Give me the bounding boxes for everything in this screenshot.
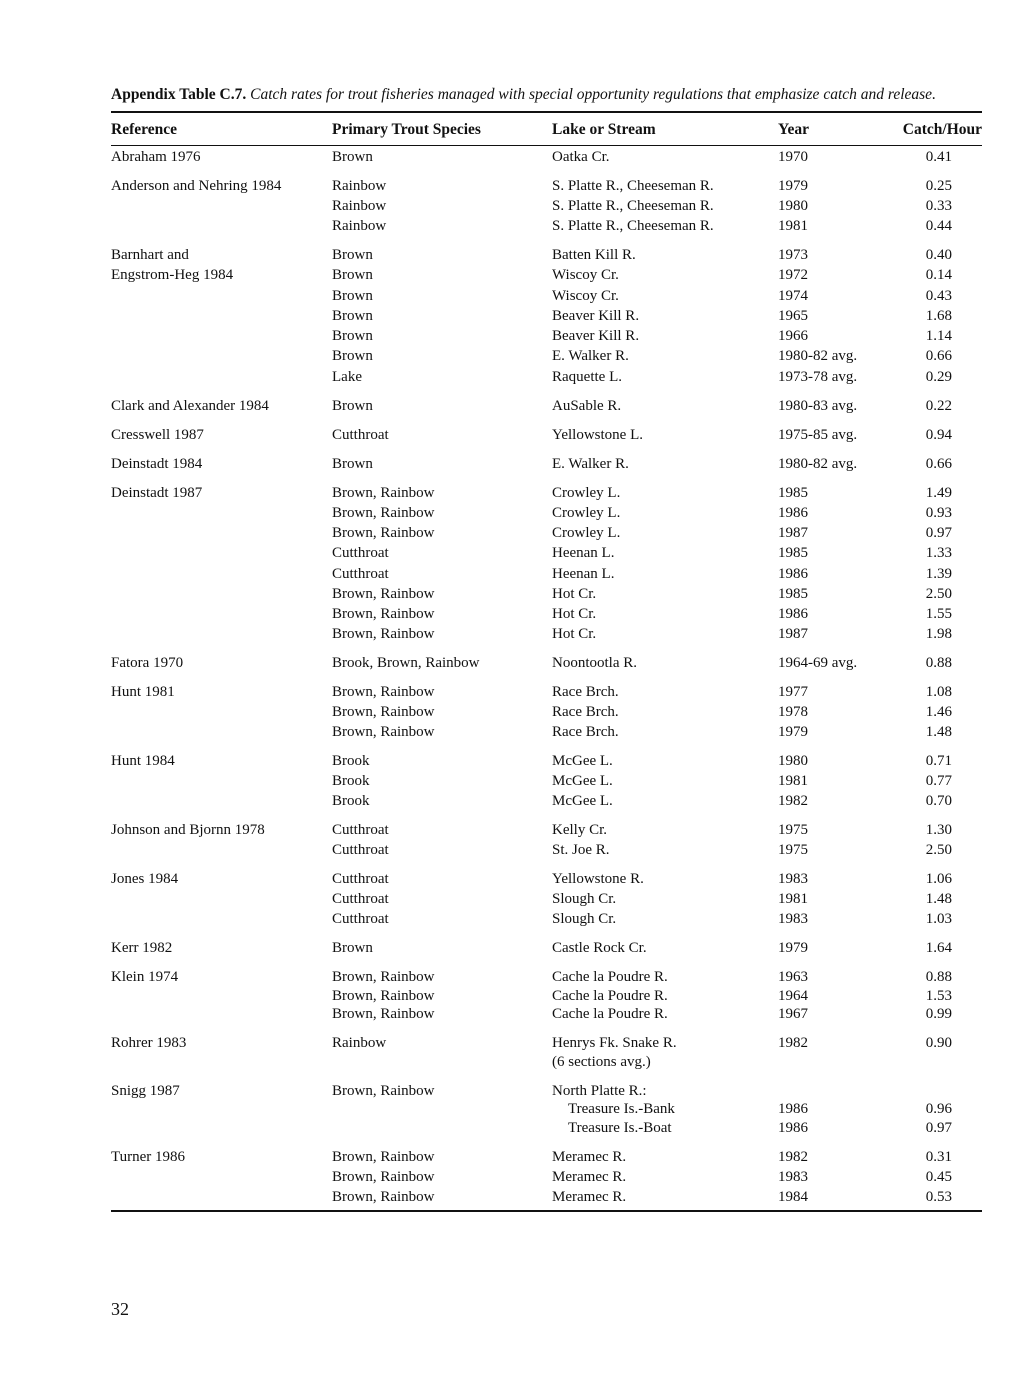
cell-water: Hot Cr.: [552, 606, 597, 622]
cell-species: Brown: [332, 398, 373, 414]
cell-water: E. Walker R.: [552, 348, 629, 364]
cell-reference: Anderson and Nehring 1984: [111, 178, 282, 194]
page-number: 32: [111, 1299, 129, 1319]
cell-water: S. Platte R., Cheeseman R.: [552, 178, 714, 194]
cell-rate: 1.68: [925, 308, 952, 324]
cell-rate: 0.97: [925, 525, 952, 541]
cell-year: 1979: [778, 178, 808, 194]
cell-water: North Platte R.:: [552, 1083, 647, 1099]
table-row: [0, 427, 1026, 447]
cell-rate: 0.88: [925, 655, 952, 671]
cell-year: 1974: [778, 288, 808, 304]
cell-rate: 0.43: [925, 288, 952, 304]
table-row: [0, 328, 1026, 348]
table-row: [0, 988, 1026, 1008]
cell-year: 1965: [778, 308, 808, 324]
cell-species: Cutthroat: [332, 911, 389, 927]
cell-species: Brown, Rainbow: [332, 1169, 435, 1185]
cell-rate: 2.50: [925, 586, 952, 602]
cell-rate: 0.97: [925, 1120, 952, 1136]
table-row: [0, 1101, 1026, 1121]
table-row: [0, 198, 1026, 218]
cell-species: Brook, Brown, Rainbow: [332, 655, 480, 671]
table-caption: [111, 86, 991, 104]
table-row: [0, 969, 1026, 989]
table-row: [0, 1035, 1026, 1055]
cell-rate: 0.71: [925, 753, 952, 769]
cell-rate: 0.14: [925, 267, 952, 283]
cell-rate: 2.50: [925, 842, 952, 858]
cell-rate: 0.22: [925, 398, 952, 414]
cell-rate: 1.49: [925, 485, 952, 501]
cell-reference: Fatora 1970: [111, 655, 184, 671]
table-row: [0, 485, 1026, 505]
cell-species: Rainbow: [332, 1035, 387, 1051]
cell-rate: 0.45: [925, 1169, 952, 1185]
cell-year: 1987: [778, 525, 808, 541]
cell-species: Cutthroat: [332, 545, 389, 561]
cell-water: Cache la Poudre R.: [552, 1006, 668, 1022]
cell-year: 1986: [778, 566, 808, 582]
cell-species: Rainbow: [332, 178, 387, 194]
cell-reference: Clark and Alexander 1984: [111, 398, 269, 414]
cell-year: 1977: [778, 684, 808, 700]
cell-water: S. Platte R., Cheeseman R.: [552, 218, 714, 234]
cell-rate: 0.41: [925, 149, 952, 165]
cell-reference: Kerr 1982: [111, 940, 173, 956]
cell-year: 1981: [778, 891, 808, 907]
cell-rate: 0.40: [925, 247, 952, 263]
cell-year: 1980-82 avg.: [778, 348, 858, 364]
cell-year: 1987: [778, 626, 808, 642]
cell-species: Brown: [332, 940, 373, 956]
cell-species: Brown, Rainbow: [332, 1189, 435, 1205]
cell-species: Brook: [332, 753, 370, 769]
cell-reference: Johnson and Bjornn 1978: [111, 822, 265, 838]
table-top-rule: [111, 111, 982, 113]
cell-species: Brown: [332, 328, 373, 344]
cell-water: Noontootla R.: [552, 655, 637, 671]
cell-water: Cache la Poudre R.: [552, 988, 668, 1004]
cell-rate: 1.33: [925, 545, 952, 561]
cell-rate: 0.93: [925, 505, 952, 521]
cell-species: Brown: [332, 267, 373, 283]
cell-species: Brown, Rainbow: [332, 1006, 435, 1022]
cell-water: Cache la Poudre R.: [552, 969, 668, 985]
cell-rate: 0.88: [925, 969, 952, 985]
cell-water: Meramec R.: [552, 1169, 627, 1185]
table-row: [0, 684, 1026, 704]
cell-water: Crowley L.: [552, 525, 621, 541]
cell-year: 1980-82 avg.: [778, 456, 858, 472]
cell-species: Brown: [332, 288, 373, 304]
cell-water: Castle Rock Cr.: [552, 940, 647, 956]
cell-year: 1980: [778, 198, 808, 214]
cell-species: Cutthroat: [332, 891, 389, 907]
table-row: [0, 149, 1026, 169]
cell-species: Cutthroat: [332, 566, 389, 582]
table-row: [0, 267, 1026, 287]
cell-water: McGee L.: [552, 793, 613, 809]
table-row: [0, 288, 1026, 308]
table-row: [0, 1169, 1026, 1189]
cell-water: S. Platte R., Cheeseman R.: [552, 198, 714, 214]
cell-water: Beaver Kill R.: [552, 328, 640, 344]
cell-reference: Klein 1974: [111, 969, 179, 985]
table-row: [0, 247, 1026, 267]
table-row: [0, 793, 1026, 813]
cell-water: Race Brch.: [552, 684, 619, 700]
cell-water: Treasure Is.-Boat: [568, 1120, 672, 1136]
cell-water: Hot Cr.: [552, 626, 597, 642]
cell-species: Brown, Rainbow: [332, 485, 435, 501]
cell-reference: Barnhart and: [111, 247, 189, 263]
cell-water: Wiscoy Cr.: [552, 288, 619, 304]
cell-species: Brown, Rainbow: [332, 606, 435, 622]
table-row: [0, 940, 1026, 960]
cell-reference: Abraham 1976: [111, 149, 201, 165]
cell-rate: 1.30: [925, 822, 952, 838]
cell-species: Brown: [332, 308, 373, 324]
cell-water: Hot Cr.: [552, 586, 597, 602]
table-caption-text: Catch rates for trout fisheries managed with special opportunity regulations that emphasize catch and release.: [250, 86, 936, 103]
cell-year: 1986: [778, 1120, 808, 1136]
table-row: [0, 525, 1026, 545]
table-row: [0, 753, 1026, 773]
cell-reference: Cresswell 1987: [111, 427, 204, 443]
cell-water: Meramec R.: [552, 1149, 627, 1165]
cell-rate: 1.55: [925, 606, 952, 622]
cell-water: Treasure Is.-Bank: [568, 1101, 675, 1117]
cell-year: 1979: [778, 724, 808, 740]
cell-year: 1981: [778, 773, 808, 789]
table-row: [0, 606, 1026, 626]
cell-species: Rainbow: [332, 198, 387, 214]
cell-species: Brown, Rainbow: [332, 724, 435, 740]
cell-water: Batten Kill R.: [552, 247, 636, 263]
cell-year: 1983: [778, 871, 808, 887]
table-row: [0, 566, 1026, 586]
table-row: [0, 178, 1026, 198]
cell-reference: Hunt 1981: [111, 684, 175, 700]
cell-year: 1983: [778, 1169, 808, 1185]
cell-year: 1986: [778, 505, 808, 521]
cell-rate: 0.94: [925, 427, 952, 443]
cell-reference: Rohrer 1983: [111, 1035, 187, 1051]
table-row: [0, 308, 1026, 328]
column-header-reference: Reference: [111, 121, 177, 138]
cell-year: 1975-85 avg.: [778, 427, 858, 443]
cell-rate: 0.99: [925, 1006, 952, 1022]
cell-species: Cutthroat: [332, 427, 389, 443]
cell-rate: 1.03: [925, 911, 952, 927]
cell-year: 1970: [778, 149, 808, 165]
cell-year: 1975: [778, 822, 808, 838]
cell-year: 1980: [778, 753, 808, 769]
column-header-rate: Catch/Hour: [902, 121, 982, 138]
cell-water: Crowley L.: [552, 485, 621, 501]
cell-water: Raquette L.: [552, 369, 622, 385]
cell-species: Cutthroat: [332, 871, 389, 887]
cell-species: Brown: [332, 247, 373, 263]
cell-year: 1975: [778, 842, 808, 858]
cell-year: 1972: [778, 267, 808, 283]
cell-rate: 1.48: [925, 724, 952, 740]
cell-rate: 1.64: [925, 940, 952, 956]
cell-year: 1979: [778, 940, 808, 956]
cell-year: 1964: [778, 988, 808, 1004]
cell-species: Brown: [332, 348, 373, 364]
cell-reference: Engstrom-Heg 1984: [111, 267, 234, 283]
table-row: [0, 911, 1026, 931]
cell-rate: 0.33: [925, 198, 952, 214]
cell-species: Brown, Rainbow: [332, 525, 435, 541]
table-row: [0, 1149, 1026, 1169]
table-row: [0, 773, 1026, 793]
cell-water: AuSable R.: [552, 398, 622, 414]
cell-rate: 1.08: [925, 684, 952, 700]
cell-water: Yellowstone L.: [552, 427, 643, 443]
cell-reference: Deinstadt 1984: [111, 456, 203, 472]
table-row: [0, 655, 1026, 675]
table-row: [0, 842, 1026, 862]
cell-year: 1964-69 avg.: [778, 655, 858, 671]
table-row: [0, 1006, 1026, 1026]
cell-water: Race Brch.: [552, 724, 619, 740]
cell-year: 1973: [778, 247, 808, 263]
cell-rate: 1.39: [925, 566, 952, 582]
cell-water: Slough Cr.: [552, 891, 617, 907]
cell-rate: 1.48: [925, 891, 952, 907]
column-header-species: Primary Trout Species: [332, 121, 481, 138]
table-row: [0, 626, 1026, 646]
cell-reference: Deinstadt 1987: [111, 485, 203, 501]
cell-species: Brown: [332, 456, 373, 472]
cell-rate: 1.14: [925, 328, 952, 344]
cell-species: Brown, Rainbow: [332, 505, 435, 521]
table-row: [0, 891, 1026, 911]
cell-year: 1982: [778, 1149, 808, 1165]
table-row: [0, 505, 1026, 525]
cell-rate: 1.46: [925, 704, 952, 720]
cell-species: Brown, Rainbow: [332, 626, 435, 642]
cell-species: Cutthroat: [332, 822, 389, 838]
cell-reference: Turner 1986: [111, 1149, 186, 1165]
cell-year: 1980-83 avg.: [778, 398, 858, 414]
cell-water: Yellowstone R.: [552, 871, 644, 887]
cell-year: 1982: [778, 1035, 808, 1051]
cell-species: Lake: [332, 369, 362, 385]
cell-reference: Jones 1984: [111, 871, 179, 887]
cell-water: Meramec R.: [552, 1189, 627, 1205]
cell-species: Brown, Rainbow: [332, 684, 435, 700]
cell-species: Brown, Rainbow: [332, 1083, 435, 1099]
cell-rate: 0.96: [925, 1101, 952, 1117]
cell-year: 1967: [778, 1006, 808, 1022]
cell-year: 1986: [778, 606, 808, 622]
cell-rate: 0.31: [925, 1149, 952, 1165]
table-row: [0, 218, 1026, 238]
table-row: [0, 1054, 1026, 1074]
table-row: [0, 369, 1026, 389]
table-row: [0, 398, 1026, 418]
table-row: [0, 545, 1026, 565]
table-row: [0, 871, 1026, 891]
cell-rate: 1.98: [925, 626, 952, 642]
cell-water: Slough Cr.: [552, 911, 617, 927]
cell-species: Cutthroat: [332, 842, 389, 858]
cell-water: McGee L.: [552, 753, 613, 769]
header-rule: [111, 145, 982, 146]
cell-rate: 0.25: [925, 178, 952, 194]
cell-year: 1985: [778, 485, 808, 501]
cell-species: Brown, Rainbow: [332, 988, 435, 1004]
table-bottom-rule: [111, 1210, 982, 1212]
table-row: [0, 348, 1026, 368]
cell-species: Rainbow: [332, 218, 387, 234]
cell-water: Heenan L.: [552, 545, 615, 561]
cell-species: Brown, Rainbow: [332, 704, 435, 720]
cell-rate: 0.70: [925, 793, 952, 809]
cell-species: Brown, Rainbow: [332, 586, 435, 602]
table-row: [0, 822, 1026, 842]
cell-rate: 0.77: [925, 773, 952, 789]
table-row: [0, 704, 1026, 724]
column-header-water: Lake or Stream: [552, 121, 656, 138]
cell-rate: 0.66: [925, 456, 952, 472]
cell-water: Heenan L.: [552, 566, 615, 582]
cell-species: Brook: [332, 793, 370, 809]
cell-water: St. Joe R.: [552, 842, 610, 858]
cell-species: Brown: [332, 149, 373, 165]
cell-water: McGee L.: [552, 773, 613, 789]
cell-year: 1983: [778, 911, 808, 927]
cell-water: Henrys Fk. Snake R.: [552, 1035, 677, 1051]
cell-water: Oatka Cr.: [552, 149, 610, 165]
cell-water: E. Walker R.: [552, 456, 629, 472]
cell-year: 1984: [778, 1189, 808, 1205]
cell-reference: Snigg 1987: [111, 1083, 180, 1099]
cell-year: 1963: [778, 969, 808, 985]
cell-rate: 0.66: [925, 348, 952, 364]
cell-water: Beaver Kill R.: [552, 308, 640, 324]
cell-rate: 1.06: [925, 871, 952, 887]
table-row: [0, 1083, 1026, 1103]
cell-year: 1986: [778, 1101, 808, 1117]
cell-year: 1985: [778, 586, 808, 602]
cell-species: Brook: [332, 773, 370, 789]
cell-year: 1973-78 avg.: [778, 369, 858, 385]
cell-year: 1981: [778, 218, 808, 234]
column-header-year: Year: [778, 121, 809, 138]
cell-rate: 0.44: [925, 218, 952, 234]
cell-water: Race Brch.: [552, 704, 619, 720]
cell-reference: Hunt 1984: [111, 753, 175, 769]
cell-rate: 0.53: [925, 1189, 952, 1205]
table-row: [0, 1120, 1026, 1140]
table-caption-label: Appendix Table C.7.: [111, 86, 247, 103]
cell-rate: 0.90: [925, 1035, 952, 1051]
cell-water: (6 sections avg.): [552, 1054, 651, 1070]
cell-year: 1985: [778, 545, 808, 561]
cell-rate: 0.29: [925, 369, 952, 385]
cell-water: Kelly Cr.: [552, 822, 607, 838]
cell-species: Brown, Rainbow: [332, 1149, 435, 1165]
cell-water: Wiscoy Cr.: [552, 267, 619, 283]
table-row: [0, 1189, 1026, 1209]
cell-rate: 1.53: [925, 988, 952, 1004]
table-row: [0, 724, 1026, 744]
table-row: [0, 456, 1026, 476]
cell-year: 1966: [778, 328, 808, 344]
table-row: [0, 586, 1026, 606]
cell-year: 1978: [778, 704, 808, 720]
cell-year: 1982: [778, 793, 808, 809]
cell-species: Brown, Rainbow: [332, 969, 435, 985]
cell-water: Crowley L.: [552, 505, 621, 521]
